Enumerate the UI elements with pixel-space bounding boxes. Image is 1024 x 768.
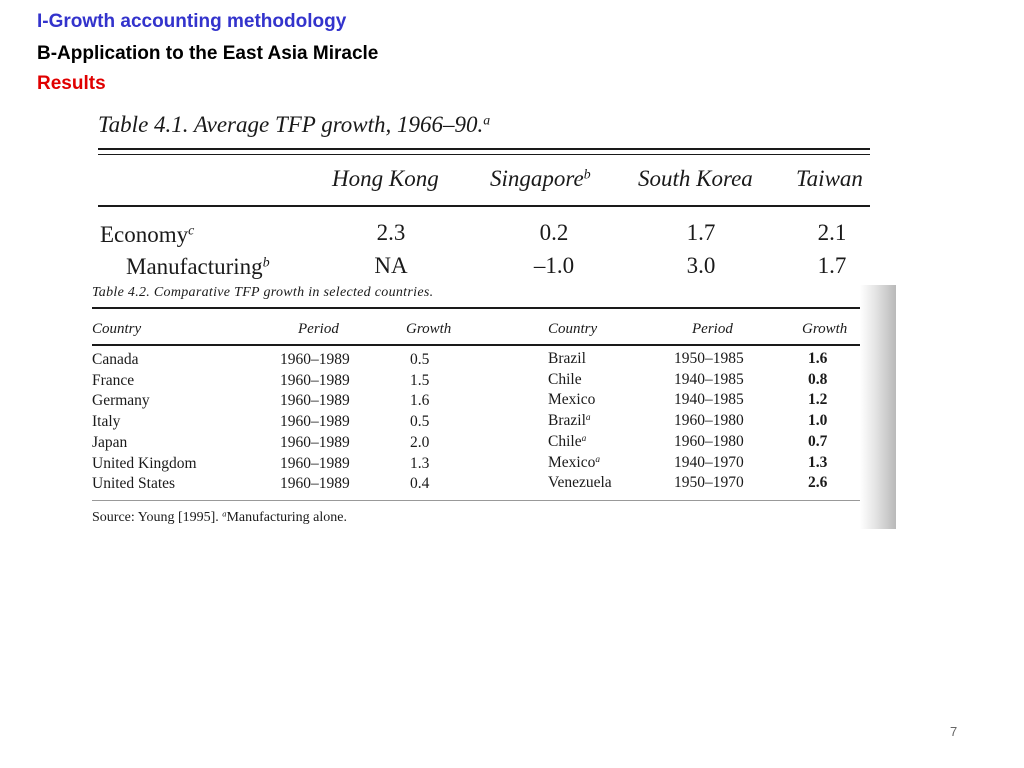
- table-source-note: Source: Young [1995]. $^a$Manufacturing alone.: [92, 509, 347, 525]
- table-row-period: 1960–1989: [280, 392, 350, 410]
- table-row-period-2: 1940–1985: [674, 391, 744, 409]
- table-row-period-2: 1960–1980: [674, 412, 744, 430]
- table-rule-top-inner: [98, 154, 870, 155]
- table-row-country-2: Venezuela: [548, 474, 612, 492]
- table-row-period: 1960–1989: [280, 413, 350, 431]
- cell-economy-singapore: 0.2: [539, 220, 569, 245]
- col-header-hong-kong: Hong Kong: [332, 166, 439, 191]
- table-row-growth: 1.6: [410, 392, 430, 410]
- table-row-country-2: Mexico: [548, 391, 596, 409]
- table-4-2: [86, 285, 896, 529]
- table-row-country-2: Mexico$^a$: [548, 453, 601, 471]
- table-rule-header: [92, 344, 860, 346]
- table-row-country-2: Chile: [548, 370, 582, 388]
- table-row-growth-2: 0.7: [808, 432, 828, 450]
- col-header-period: Period: [298, 321, 339, 337]
- table-row-growth: 0.5: [410, 413, 430, 431]
- subsection-heading: B-Application to the East Asia Miracle: [37, 43, 379, 64]
- col-header-growth-2: Growth: [802, 321, 848, 337]
- table-row-growth-2: 0.8: [808, 370, 828, 388]
- table-row-period: 1960–1989: [280, 433, 350, 451]
- table-row-country: United Kingdom: [92, 454, 197, 472]
- table-row-period-2: 1940–1970: [674, 453, 744, 471]
- table-row-period-2: 1950–1985: [674, 350, 744, 367]
- table-row-period: 1960–1989: [280, 351, 350, 368]
- table-row-period: 1960–1989: [280, 454, 350, 472]
- table-row-growth: 0.4: [410, 475, 430, 493]
- table-4-2-caption: Table 4.2. Comparative TFP growth in selected countries.: [92, 285, 434, 300]
- col-header-period-2: Period: [692, 321, 733, 337]
- table-row-period-2: 1940–1985: [674, 370, 744, 388]
- table-row-growth-2: 1.3: [808, 453, 828, 471]
- table-row-country: Germany: [92, 392, 150, 410]
- table-row-growth: 1.5: [410, 371, 430, 389]
- cell-manufacturing-south-korea: 3.0: [686, 253, 716, 278]
- table-row-country: Canada: [92, 351, 139, 368]
- cell-manufacturing-singapore: –1.0: [533, 253, 575, 278]
- col-header-growth: Growth: [406, 321, 452, 337]
- cell-economy-hong-kong: 2.3: [376, 220, 406, 245]
- table-row-period: 1960–1989: [280, 371, 350, 389]
- table-row-period-2: 1960–1980: [674, 432, 744, 450]
- table-rule-header: [98, 205, 870, 207]
- table-row-growth: 1.3: [410, 454, 430, 472]
- table-row-country: Italy: [92, 413, 121, 431]
- table-row-growth-2: 1.2: [808, 391, 828, 409]
- page-number: 7: [950, 724, 958, 739]
- table-row-growth-2: 1.6: [808, 350, 828, 367]
- col-header-taiwan: Taiwan: [796, 166, 863, 191]
- row-label-manufacturing: Manufacturing$^b$: [126, 254, 270, 279]
- table-row-country: France: [92, 371, 135, 389]
- table-rule-bottom: [92, 500, 860, 501]
- row-label-economy: Economy$^c$: [100, 222, 195, 247]
- table-4-1: [96, 110, 872, 286]
- table-row-country-2: Brazil$^a$: [548, 412, 591, 430]
- col-header-singapore: Singapore$^b$: [490, 166, 591, 191]
- col-header-country-2: Country: [548, 321, 598, 337]
- table-row-country: United States: [92, 475, 176, 493]
- table-row-country-2: Brazil: [548, 350, 586, 367]
- section-heading: I-Growth accounting methodology: [37, 11, 347, 32]
- cell-economy-taiwan: 2.1: [817, 220, 847, 245]
- col-header-country: Country: [92, 321, 142, 337]
- table-row-growth: 2.0: [410, 433, 430, 451]
- cell-manufacturing-taiwan: 1.7: [817, 253, 847, 278]
- cell-manufacturing-hong-kong: NA: [374, 253, 408, 278]
- table-row-growth-2: 1.0: [808, 412, 828, 430]
- table-row-country: Japan: [92, 433, 128, 451]
- table-row-country-2: Chile$^a$: [548, 432, 587, 450]
- scan-shadow: [860, 285, 896, 529]
- table-row-growth-2: 2.6: [808, 474, 828, 492]
- cell-economy-south-korea: 1.7: [686, 220, 716, 245]
- table-4-1-caption: Table 4.1. Average TFP growth, 1966–90.$^a$: [98, 112, 491, 137]
- results-heading: Results: [37, 73, 106, 94]
- table-rule-top: [92, 307, 860, 309]
- table-row-period-2: 1950–1970: [674, 474, 744, 492]
- table-row-period: 1960–1989: [280, 475, 350, 493]
- table-row-growth: 0.5: [410, 351, 430, 368]
- col-header-south-korea: South Korea: [638, 166, 753, 191]
- table-rule-top: [98, 148, 870, 150]
